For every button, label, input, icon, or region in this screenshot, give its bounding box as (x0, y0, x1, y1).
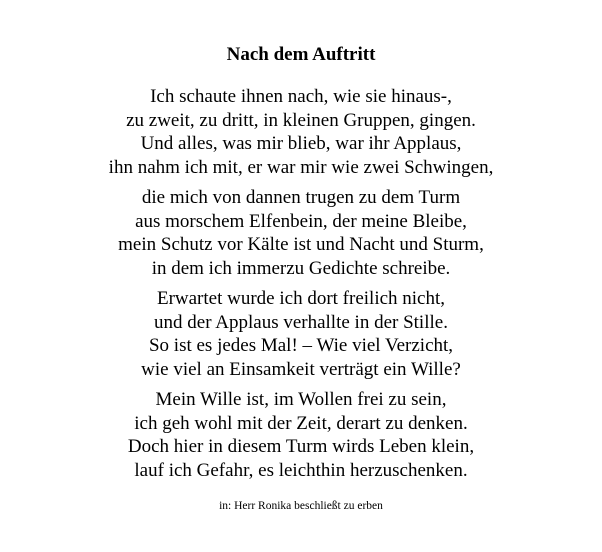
stanza-line: in dem ich immerzu Gedichte schreibe. (151, 257, 451, 279)
stanza-line: Erwartet wurde ich dort freilich nicht, (156, 288, 446, 309)
source-note: in: Herr Ronika beschließt zu erben (219, 500, 383, 512)
stanza-4 (0, 388, 602, 482)
stanza-line: die mich von dannen trugen zu dem Turm (141, 187, 461, 208)
stanza-line: lauf ich Gefahr, es leichthin herzuschenken. (134, 459, 468, 481)
stanza-3 (0, 287, 602, 381)
stanza-line: Und alles, was mir blieb, war ihr Applaus, (140, 133, 462, 154)
stanza-line: wie viel an Einsamkeit verträgt ein Wille? (141, 358, 461, 380)
stanza-line: Mein Wille ist, im Wollen frei zu sein, (155, 389, 447, 410)
stanza-line: zu zweit, zu dritt, in kleinen Gruppen, gingen. (126, 109, 476, 131)
stanza-line: mein Schutz vor Kälte ist und Nacht und Sturm, (118, 234, 484, 255)
stanza-2 (0, 186, 602, 280)
stanza-line: ihn nahm ich mit, er war mir wie zwei Schwingen, (108, 156, 494, 178)
stanza-line: aus morschem Elfenbein, der meine Bleibe, (135, 210, 467, 232)
stanza-1 (0, 85, 602, 179)
poem-title: Nach dem Auftritt (226, 44, 376, 65)
stanza-line: Doch hier in diesem Turm wirds Leben klein, (127, 436, 475, 457)
stanza-line: und der Applaus verhallte in der Stille. (154, 311, 448, 333)
stanza-line: ich geh wohl mit der Zeit, derart zu denken. (134, 412, 468, 434)
stanza-line: Ich schaute ihnen nach, wie sie hinaus-, (150, 86, 452, 107)
stanza-line: So ist es jedes Mal! – Wie viel Verzicht, (148, 335, 454, 356)
